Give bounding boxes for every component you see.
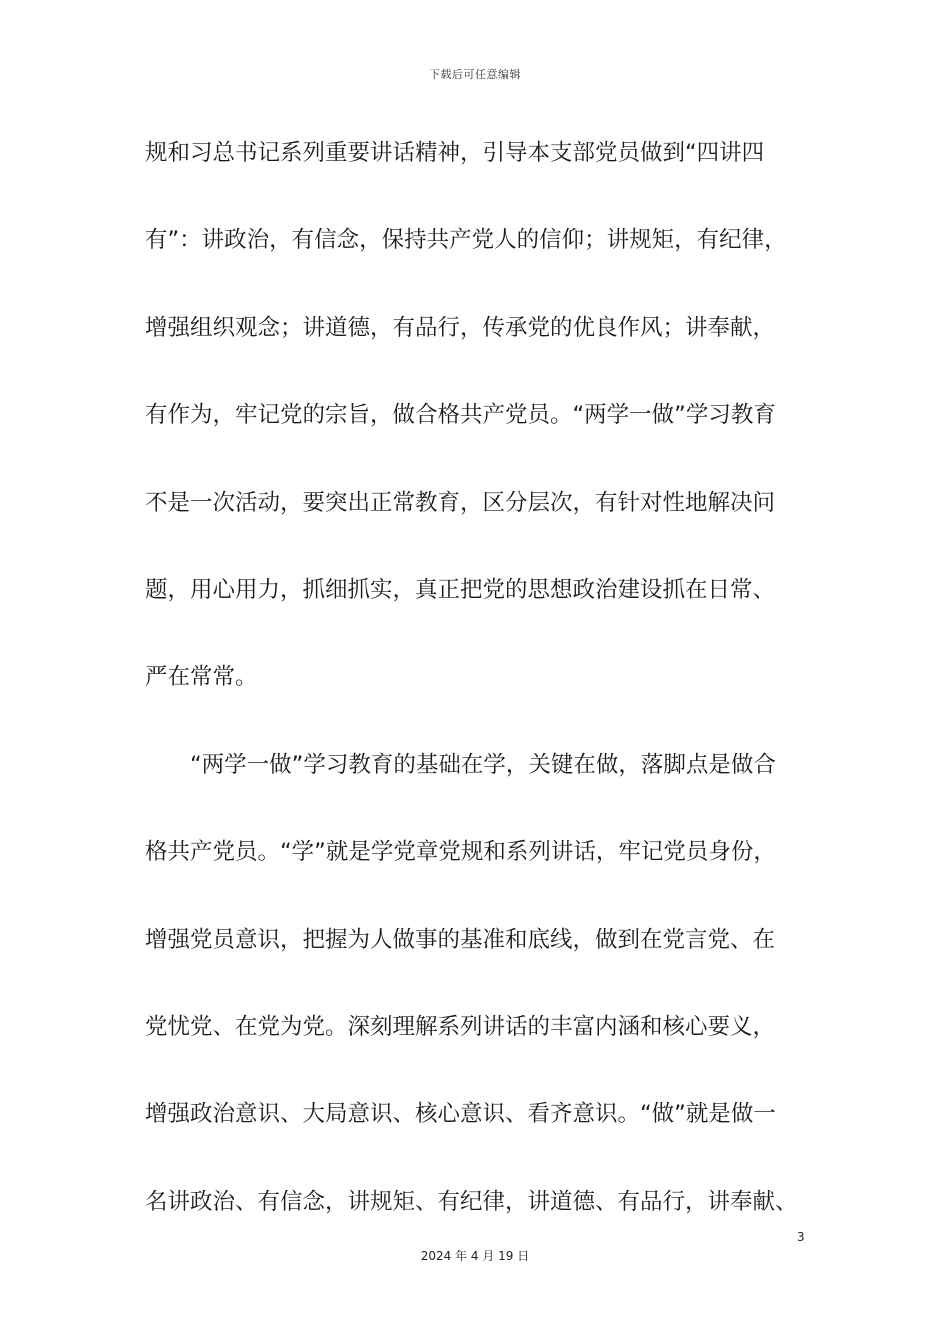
document-body — [145, 135, 817, 1271]
footer-date: 2024 年 4 月 19 日 — [420, 1249, 530, 1263]
body-line: 有作为，牢记党的宗旨，做合格共产党员。“两学一做”学习教育 — [145, 402, 776, 429]
body-line: 严在常常。 — [145, 664, 258, 691]
body-line: 有”：讲政治，有信念，保持共产党人的信仰；讲规矩，有纪律， — [145, 227, 787, 254]
body-line: 名讲政治、有信念，讲规矩、有纪律，讲道德、有品行，讲奉献、 — [145, 1188, 798, 1215]
body-line: 题，用心用力，抓细抓实，真正把党的思想政治建设抓在日常、 — [145, 576, 776, 603]
body-line: 格共产党员。“学”就是学党章党规和系列讲话，牢记党员身份， — [145, 839, 776, 866]
body-line: 不是一次活动，要突出正常教育，区分层次，有针对性地解决问 — [145, 489, 776, 516]
page-number: 3 — [797, 1230, 805, 1244]
body-line: 增强党员意识，把握为人做事的基准和底线，做到在党言党、在 — [145, 926, 776, 953]
body-line: 党忧党、在党为党。深刻理解系列讲话的丰富内涵和核心要义， — [145, 1013, 776, 1040]
body-line: 增强组织观念；讲道德，有品行，传承党的优良作风；讲奉献， — [145, 314, 776, 341]
body-line: 规和习总书记系列重要讲话精神，引导本支部党员做到“四讲四 — [145, 140, 765, 166]
body-line: “两学一做”学习教育的基础在学，关键在做，落脚点是做合 — [145, 751, 776, 778]
body-line: 增强政治意识、大局意识、核心意识、看齐意识。“做”就是做一 — [145, 1101, 776, 1128]
page-header: 下载后可任意编辑 — [429, 68, 521, 81]
